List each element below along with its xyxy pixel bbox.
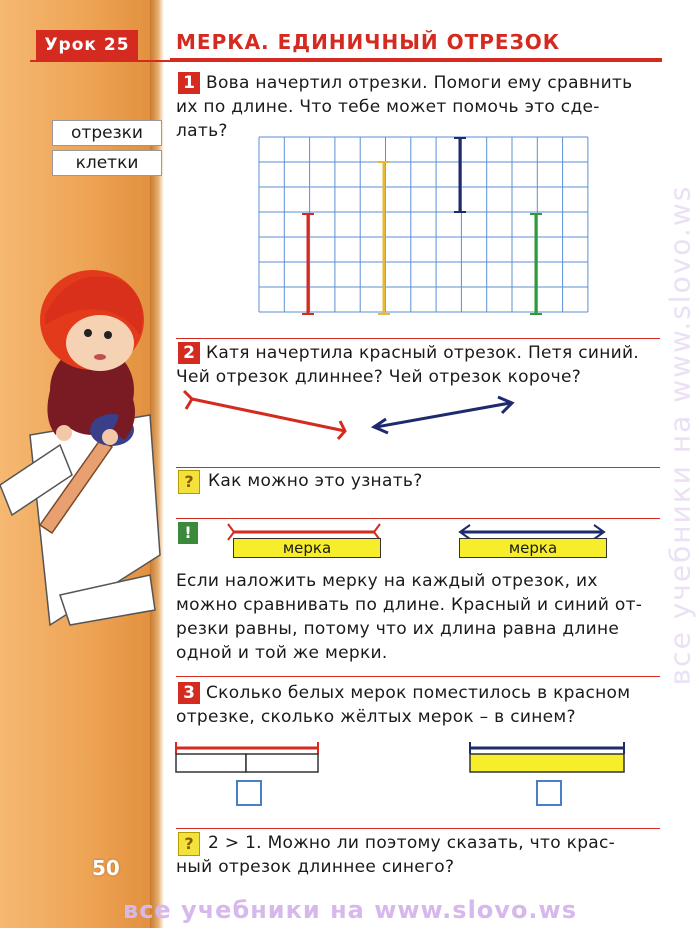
page-number: 50 xyxy=(92,856,120,880)
task-3-measures xyxy=(172,740,632,780)
task-2-line-2: Чей отрезок длиннее? Чей отрезок короче? xyxy=(176,367,582,387)
answer-line-3: резки равны, потому что их длина равна длине xyxy=(176,619,620,639)
keyword-otrezki: отрезки xyxy=(52,120,162,146)
answer-box-blue[interactable] xyxy=(536,780,562,806)
task-1-number: 1 xyxy=(178,72,200,94)
white-merka-2 xyxy=(246,754,318,772)
task-3-line-2: отрезке, сколько жёлтых мерок – в синем? xyxy=(176,707,576,727)
task-2-line-1: Катя начертила красный отрезок. Петя синий. xyxy=(206,343,640,363)
task-1-line-2: их по длине. Что тебе может помочь это сде- xyxy=(176,97,600,117)
separator-4 xyxy=(176,676,660,677)
question-2-mark: ? xyxy=(178,832,200,856)
petya-blue-segment xyxy=(376,403,510,427)
header-rule xyxy=(170,58,662,62)
answer-mark: ! xyxy=(178,522,198,544)
answer-line-4: одной и той же мерки. xyxy=(176,643,388,663)
lesson-number-tag: Урок 25 xyxy=(36,30,138,60)
watermark-bottom: все учебники на www.slovo.ws xyxy=(123,896,577,924)
task-2-number: 2 xyxy=(178,342,200,364)
task-3-line-1: Сколько белых мерок поместилось в красном xyxy=(206,683,631,703)
merka-blue: мерка xyxy=(459,538,607,558)
header-rule-left xyxy=(30,60,170,62)
separator-2 xyxy=(176,467,660,468)
task-3-number: 3 xyxy=(178,682,200,704)
answer-line-2: можно сравнивать по длине. Красный и синий от- xyxy=(176,595,643,615)
page-title: МЕРКА. ЕДИНИЧНЫЙ ОТРЕЗОК xyxy=(176,30,561,54)
keyword-kletki: клетки xyxy=(52,150,162,176)
yellow-merka xyxy=(470,754,624,772)
merka-red: мерка xyxy=(233,538,381,558)
question-2-line-2: ный отрезок длиннее синего? xyxy=(176,857,455,877)
task-1-line-3: лать? xyxy=(176,121,228,141)
cell-grid-with-segments xyxy=(258,136,590,316)
separator-3 xyxy=(176,518,660,519)
white-merka-1 xyxy=(176,754,246,772)
question-1-mark: ? xyxy=(178,470,200,494)
separator-5 xyxy=(176,828,660,829)
boy-with-ruler-illustration xyxy=(0,225,165,645)
separator-1 xyxy=(176,338,660,339)
watermark-vertical: все учебники на www.slovo.ws xyxy=(663,184,697,686)
answer-box-red[interactable] xyxy=(236,780,262,806)
task-2-segments xyxy=(180,385,540,445)
question-1-text: Как можно это узнать? xyxy=(208,471,423,491)
answer-line-1: Если наложить мерку на каждый отрезок, их xyxy=(176,571,598,591)
question-2-line-1: 2 > 1. Можно ли поэтому сказать, что крас- xyxy=(208,833,616,853)
task-1-line-1: Вова начертил отрезки. Помоги ему сравнить xyxy=(206,73,633,93)
katya-red-segment xyxy=(192,399,345,431)
